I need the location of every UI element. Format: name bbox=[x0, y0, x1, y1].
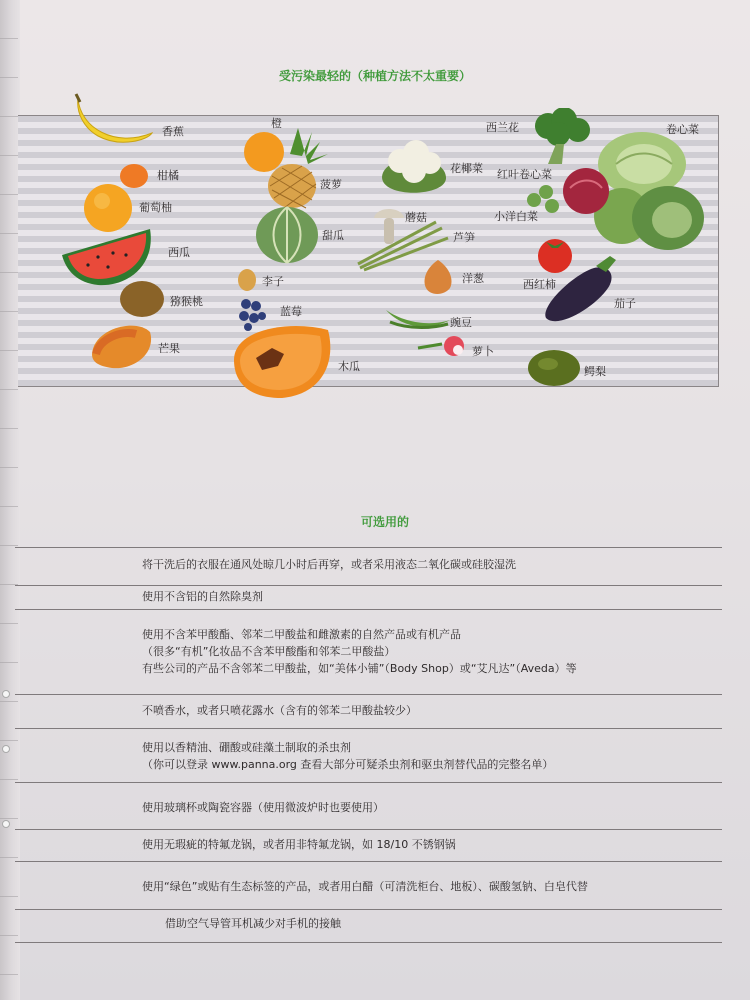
red-cabbage-icon bbox=[560, 166, 612, 216]
table-row bbox=[15, 829, 722, 861]
table-row bbox=[15, 609, 722, 694]
binding-hole bbox=[2, 820, 10, 828]
banana-icon bbox=[70, 88, 160, 148]
label-onion: 洋葱 bbox=[462, 272, 484, 285]
label-avocado: 鳄梨 bbox=[584, 365, 606, 378]
options-table bbox=[15, 547, 722, 943]
label-watermelon: 西瓜 bbox=[168, 246, 190, 259]
label-mushroom: 蘑菇 bbox=[405, 211, 427, 224]
label-cauliflower: 花椰菜 bbox=[450, 162, 483, 175]
melon-icon bbox=[254, 203, 320, 265]
papaya-icon bbox=[232, 320, 336, 400]
label-melon: 甜瓜 bbox=[322, 229, 344, 242]
binding-hole bbox=[2, 745, 10, 753]
binding-hole bbox=[2, 690, 10, 698]
label-radish: 萝卜 bbox=[472, 345, 494, 358]
label-cabbage: 卷心菜 bbox=[666, 123, 699, 136]
row-text: （很多“有机”化妆品不含苯甲酸酯和邻苯二甲酸盐） bbox=[142, 645, 396, 658]
label-tomato: 西红柿 bbox=[523, 278, 556, 291]
plum-icon bbox=[236, 266, 258, 292]
radish-icon bbox=[416, 334, 472, 362]
table-row bbox=[15, 585, 722, 609]
row-text: 使用玻璃杯或陶瓷容器（使用微波炉时也要使用） bbox=[142, 801, 384, 814]
peas-icon bbox=[384, 304, 452, 330]
row-text: 不喷香水，或者只喷花露水（含有的邻苯二甲酸盐较少） bbox=[142, 704, 417, 717]
section-title-options: 可选用的 bbox=[360, 515, 409, 529]
label-asparagus: 芦笋 bbox=[453, 231, 475, 244]
label-red-cabbage: 红叶卷心菜 bbox=[497, 168, 552, 181]
label-peas: 豌豆 bbox=[450, 316, 472, 329]
label-papaya: 木瓜 bbox=[338, 360, 360, 373]
mango-icon bbox=[86, 318, 156, 372]
label-blueberry: 蓝莓 bbox=[280, 305, 302, 318]
cauliflower-icon bbox=[378, 133, 450, 205]
onion-icon bbox=[420, 258, 456, 296]
table-row bbox=[15, 728, 722, 782]
broccoli-icon bbox=[530, 108, 592, 166]
row-text: 有些公司的产品不含邻苯二甲酸盐，如“美体小铺”（Body Shop）或“艾凡达”（Aveda）等 bbox=[142, 662, 577, 675]
section-title-least-contaminated: 受污染最轻的（种植方法不太重要） bbox=[278, 69, 471, 83]
table-row bbox=[15, 909, 722, 943]
label-tangerine: 柑橘 bbox=[157, 169, 179, 182]
label-banana: 香蕉 bbox=[162, 125, 184, 138]
eggplant-icon bbox=[540, 254, 622, 330]
label-orange: 橙 bbox=[271, 117, 282, 130]
label-grapefruit: 葡萄柚 bbox=[139, 201, 172, 214]
row-text: 借助空气导管耳机减少对手机的接触 bbox=[165, 917, 341, 930]
avocado-icon bbox=[526, 346, 582, 390]
label-mango: 芒果 bbox=[158, 342, 180, 355]
row-text: 使用不含铝的自然除臭剂 bbox=[142, 590, 263, 603]
label-eggplant: 茄子 bbox=[614, 297, 636, 310]
label-brussels-sprouts: 小洋白菜 bbox=[494, 210, 538, 223]
table-row bbox=[15, 782, 722, 829]
kiwi-icon bbox=[118, 278, 166, 320]
label-kiwi: 猕猴桃 bbox=[170, 295, 203, 308]
row-text: 使用无瑕疵的特氟龙锅，或者用非特氟龙锅，如 18/10 不锈钢锅 bbox=[142, 838, 456, 851]
label-pineapple: 菠萝 bbox=[320, 178, 342, 191]
row-text: 使用“绿色”或贴有生态标签的产品，或者用白醋（可清洗柜台、地板）、碳酸氢钠、白皂代替 bbox=[142, 880, 588, 893]
table-row bbox=[15, 694, 722, 728]
label-broccoli: 西兰花 bbox=[486, 121, 519, 134]
table-row bbox=[15, 861, 722, 909]
row-text: 将干洗后的衣服在通风处晾几小时后再穿，或者采用液态二氧化碳或硅胶湿洗 bbox=[142, 558, 516, 571]
table-row bbox=[15, 547, 722, 585]
row-text: 使用不含苯甲酸酯、邻苯二甲酸盐和雌激素的自然产品或有机产品 bbox=[142, 628, 461, 641]
pineapple-icon bbox=[262, 128, 334, 210]
label-plum: 李子 bbox=[262, 275, 284, 288]
row-text: 使用以香精油、硼酸或硅藻土制取的杀虫剂 bbox=[142, 741, 351, 754]
row-text: （你可以登录 www.panna.org 查看大部分可疑杀虫剂和驱虫剂替代品的完整名单） bbox=[142, 758, 554, 771]
